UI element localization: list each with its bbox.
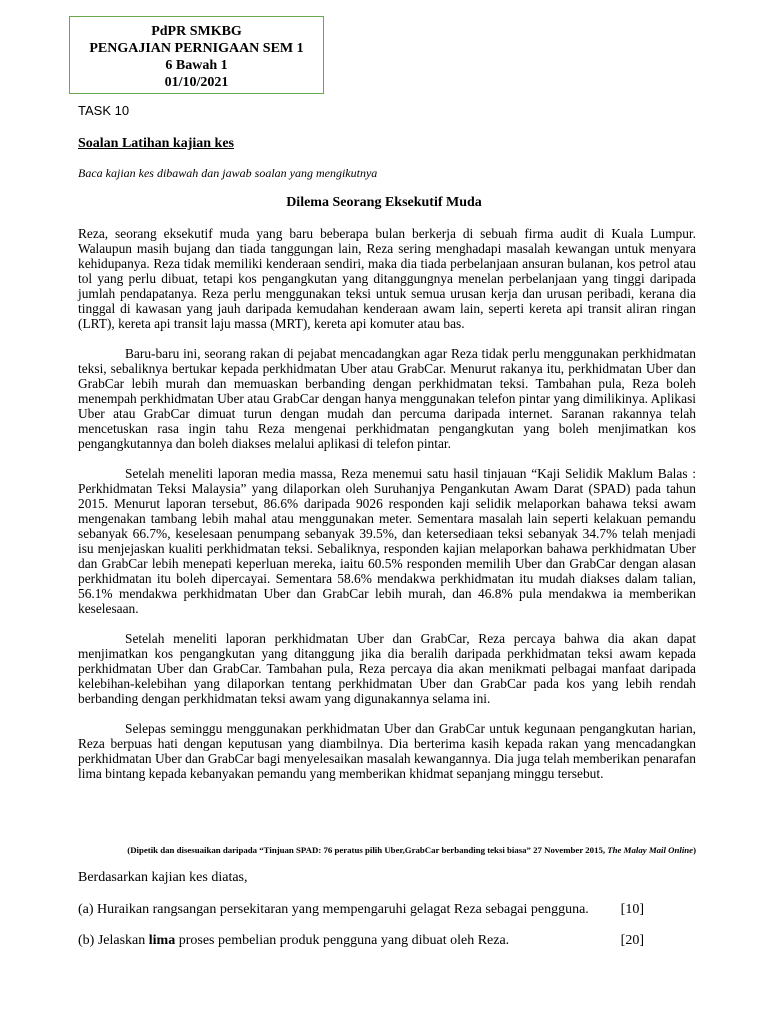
paragraph: Reza, seorang eksekutif muda yang baru beberapa bulan berkerja di sebuah firma audit di Kuala Lumpur. Walaupun masih bujang dan tiada tanggungan lain, Reza sering menghadapi masalah kewangan untuk menyara kehidupanya. Reza tidak memiliki kenderaan sendiri, maka dia tiada perbelanjaan ansuran bulanan, kos petrol atau tol yang perlu dibuat, tetapi kos pengangkutan yang ditanggungnya menelan perbelanjaan yang tinggi daripada jumlah pendapatanya. Reza perlu menggunakan teksi untuk semua urusan kerja dan urusan peribadi, kerana dia tinggal di kawasan yang jauh daripada kemudahan kenderaan awam lain, seperti kereta api transit aliran ringan (LRT), kereta api transit laju massa (MRT), kereta api komuter atau bas.: [78, 226, 696, 331]
citation-text: (Dipetik dan disesuaikan daripada “Tinjuan SPAD: 76 peratus pilih Uber,GrabCar berbanding teksi biasa” 27 November 2015,: [127, 845, 606, 855]
citation: [78, 845, 696, 855]
paragraph: Selepas seminggu menggunakan perkhidmatan Uber dan GrabCar untuk kegunaan pengangkutan harian, Reza berpuas hati dengan keputusan yang diambilnya. Dia berterima kasih kepada rakan yang mencadangkan perkhidmatan Uber dan GrabCar bagi menyelesaikan masalah kewangannya. Dia juga telah memberikan penarafan lima bintang kepada kebanyakan pemandu yang memberikan khidmat sepanjang minggu tersebut.: [78, 721, 696, 781]
question-text-before: (b) Jelaskan: [78, 933, 149, 948]
question-marks: [20]: [620, 933, 644, 948]
question-prompt: Berdasarkan kajian kes diatas,: [78, 870, 248, 885]
case-study-body: [78, 226, 696, 796]
paragraph: Setelah meneliti laporan media massa, Reza menemui satu hasil tinjauan “Kaji Selidik Maklum Balas : Perkhidmatan Teksi Malaysia” yang dilaporkan oleh Suruhanjya Pengankutan Awam Darat (SPAD) pada tahun 2015. Menurut laporan tersebut, 86.6% daripada 9026 responden kaji selidik melaporkan bahawa teksi awam mengenakan tambang lebih mahal atau menggunakan meter. Sementara masalah lain seperti kelakuan pemandu sebanyak 66.7%, keselesaan penumpang sebanyak 39.5%, dan ketersediaan teksi sebanyak 34.7% telah menjadi isu menjejaskan kualiti perkhidmatan teksi. Sebaliknya, responden kajian melaporkan bahawa perkhidmatan Uber dan GrabCar lebih menepati keperluan mereka, iaitu 60.5% responden memilih Uber dan GrabCar dengan alasan perkhidmatan itu boleh dipercayai. Sementara 58.6% mendakwa perkhidmatan itu mudah diakses dalam talian, 56.1% mendakwa perkhidmatan Uber dan GrabCar lebih murah, dan 46.8% pula mendakwa ia memberikan keselesaan.: [78, 466, 696, 616]
date-label: 01/10/2021: [164, 75, 229, 90]
question-emphasis: lima: [148, 933, 176, 948]
question-b: [78, 933, 644, 949]
class-label: 6 Bawah 1: [165, 58, 228, 73]
question-text: (a) Huraikan rangsangan persekitaran yang mempengaruhi gelagat Reza sebagai pengguna.: [78, 902, 589, 917]
paragraph: Baru-baru ini, seorang rakan di pejabat mencadangkan agar Reza tidak perlu menggunakan perkhidmatan teksi, sebaliknya bertukar kepada perkhidmatan Uber atau GrabCar. Menurut rakanya itu, perkhidmatan Uber dan GrabCar lebih murah dan memuaskan berbanding dengan perkhidmatan teksi. Tambahan pula, Reza boleh menempah perkhidmatan Uber atau GrabCar dengan hanya menggunakan telefon pintar yang dimilikinya. Aplikasi Uber atau GrabCar dimuat turun dengan mudah dan percuma daripada internet. Saranan rakannya telah mencetuskan rasa ingin tahu Reza mengenai perkhidmatan pengangkutan yang boleh menjimatkan kos pengangkutannya dan boleh diakses melalui aplikasi di telefon pintar.: [78, 346, 696, 451]
section-title: Soalan Latihan kajian kes: [78, 136, 234, 151]
citation-closing: ): [693, 845, 696, 855]
question-text-after: proses pembelian produk pengguna yang dibuat oleh Reza.: [175, 933, 510, 948]
task-label: TASK 10: [78, 103, 130, 118]
citation-source: The Malay Mail Online: [607, 845, 694, 855]
subject-label: PENGAJIAN PERNIGAAN SEM 1: [89, 41, 304, 56]
question-a: [78, 902, 644, 918]
school-label: PdPR SMKBG: [151, 24, 242, 39]
instruction-text: Baca kajian kes dibawah dan jawab soalan yang mengikutnya: [78, 166, 378, 180]
case-study-title: Dilema Seorang Eksekutif Muda: [286, 195, 482, 210]
question-marks: [10]: [620, 902, 644, 917]
header-box: [69, 16, 324, 94]
paragraph: Setelah meneliti laporan perkhidmatan Uber dan GrabCar, Reza percaya bahwa dia akan dapat menjimatkan kos pengangkutan yang ditanggung jika dia beralih daripada perkhidmatan teksi awam kepada perkhidmatan Uber dan GrabCar. Tambahan pula, Reza percaya dia akan menikmati pelbagai manfaat daripada kelebihan-kelebihan yang dilaporkan tentang perkhidmatan Uber dan GrabCar pada kos yang lebih rendah berbanding dengan perkhidmatan teksi awam yang digunakannya selama ini.: [78, 631, 696, 706]
